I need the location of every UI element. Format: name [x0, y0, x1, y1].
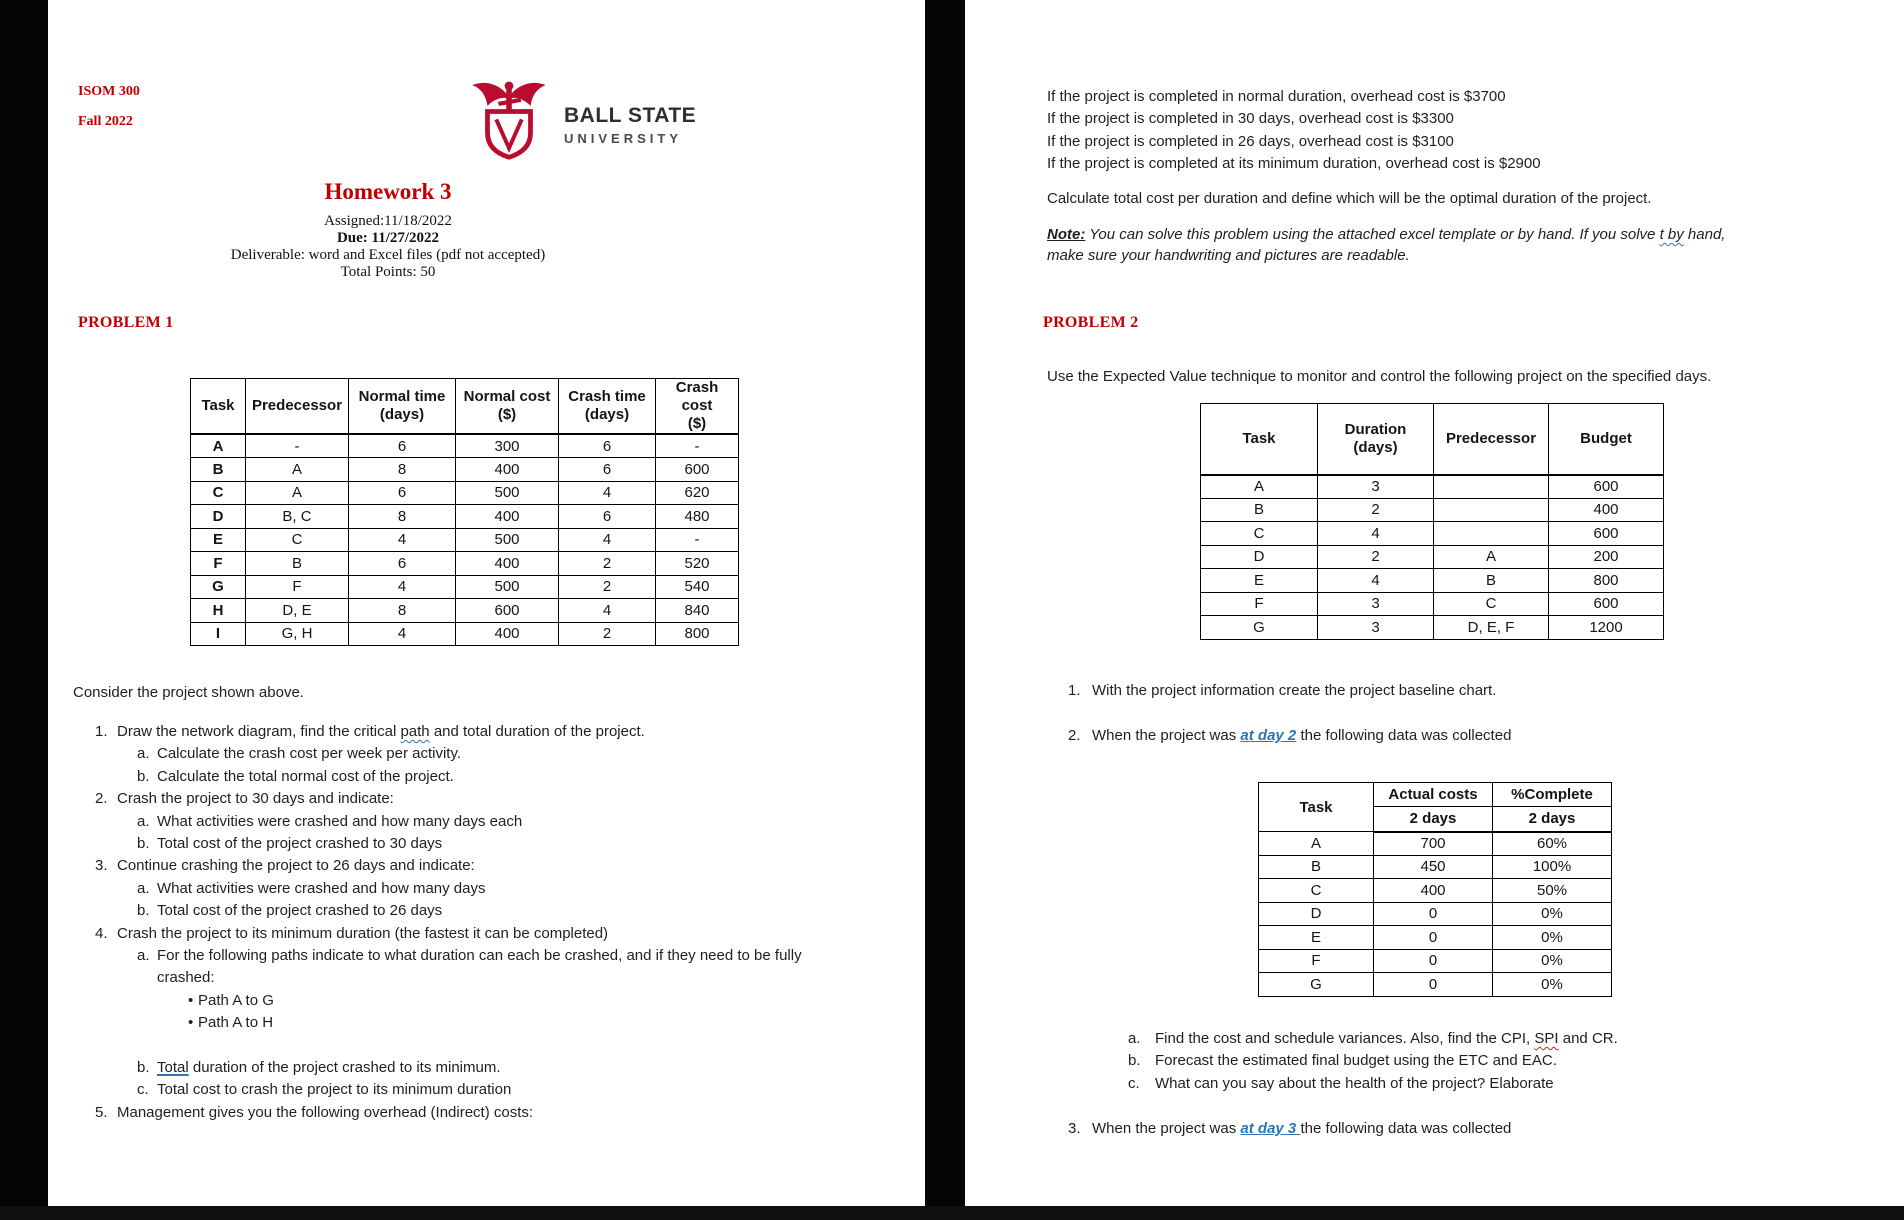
text-run: the following data was collected — [1296, 726, 1512, 744]
table-cell: 8 — [349, 599, 456, 623]
page-1 — [48, 0, 925, 1206]
problem-2-intro: Use the Expected Value technique to monitor and control the following project on the specified days. — [1047, 368, 1712, 385]
table-cell: 0% — [1493, 902, 1612, 926]
problem-2-heading: PROBLEM 2 — [1043, 314, 1139, 331]
list-marker: b. — [137, 767, 150, 785]
table-row — [1259, 855, 1612, 879]
text-run: Total — [157, 1059, 189, 1077]
monitor-list-bottom — [965, 1028, 1895, 1140]
table-cell: 0 — [1374, 902, 1493, 926]
table-cell: D — [191, 505, 246, 529]
table-cell: 0% — [1493, 949, 1612, 973]
title-block — [138, 179, 638, 281]
table-cell: 450 — [1374, 855, 1493, 879]
problem-1-task-list — [48, 721, 920, 1124]
text-run: What activities were crashed and how many days — [157, 879, 486, 897]
list-marker: • — [188, 1014, 194, 1032]
list-item — [965, 1028, 1895, 1050]
day-link[interactable]: at day 3 — [1240, 1119, 1301, 1137]
table-cell: 400 — [1549, 498, 1664, 522]
list-marker: 4. — [95, 924, 108, 942]
list-item — [48, 1057, 920, 1079]
table-cell: 800 — [1549, 569, 1664, 593]
table-cell: 600 — [456, 599, 559, 623]
table-cell: 540 — [656, 575, 739, 599]
note-paragraph — [1047, 224, 1763, 266]
page-divider-bar — [925, 0, 965, 1220]
table-cell: C — [1434, 592, 1549, 616]
table-cell: B, C — [246, 505, 349, 529]
table-cell: A — [246, 481, 349, 505]
table-cell: 500 — [456, 575, 559, 599]
column-header: Task — [191, 379, 246, 435]
text-run: Continue crashing the project to 26 days and indicate: — [117, 857, 475, 875]
table-cell: 600 — [1549, 475, 1664, 499]
table-row — [1201, 545, 1664, 569]
table-cell: 600 — [1549, 592, 1664, 616]
list-marker: a. — [137, 745, 150, 763]
text-run: When the project was — [1092, 1119, 1241, 1137]
table-cell: C — [1201, 522, 1318, 546]
list-marker: b. — [137, 835, 150, 853]
list-item — [48, 766, 920, 788]
text-run: Find the cost and schedule variances. Also, find the CPI, — [1155, 1030, 1535, 1047]
table-cell: H — [191, 599, 246, 623]
text-run: and CR. — [1558, 1030, 1618, 1047]
list-marker: 3. — [1068, 1119, 1081, 1137]
column-header: Crash cost ($) — [656, 379, 739, 435]
table-cell: 6 — [349, 552, 456, 576]
table-cell: - — [656, 434, 739, 458]
table-row — [1259, 879, 1612, 903]
table-row — [1201, 569, 1664, 593]
column-subheader: 2 days — [1374, 807, 1493, 832]
list-spacer — [965, 1095, 1895, 1117]
problem-1-heading: PROBLEM 1 — [78, 314, 174, 331]
text-run: Path A to H — [198, 1014, 274, 1032]
table-cell: 4 — [349, 622, 456, 646]
day2-actuals-table — [1258, 782, 1612, 997]
table-cell: 60% — [1493, 832, 1612, 856]
table-cell: 4 — [559, 528, 656, 552]
table-cell: 840 — [656, 599, 739, 623]
column-header: Normal time (days) — [349, 379, 456, 435]
list-item — [48, 878, 920, 900]
table-cell: 50% — [1493, 879, 1612, 903]
table-cell: 400 — [456, 552, 559, 576]
table-cell: 8 — [349, 458, 456, 482]
list-item — [48, 990, 920, 1012]
note-text: You can solve this problem using the attached excel template or by hand. If you solve — [1085, 226, 1660, 243]
text-run: Crash the project to its minimum duration (the fastest it can be completed) — [117, 924, 609, 942]
table-cell: F — [246, 575, 349, 599]
list-spacer — [965, 702, 1895, 724]
table-cell: B — [191, 458, 246, 482]
table-row — [1259, 949, 1612, 973]
term-label: Fall 2022 — [78, 114, 133, 129]
table-cell: C — [1259, 879, 1374, 903]
table-cell: 4 — [349, 528, 456, 552]
table-cell: 6 — [349, 481, 456, 505]
table-cell: 0 — [1374, 926, 1493, 950]
list-marker: b. — [137, 1059, 150, 1077]
table-cell: 500 — [456, 481, 559, 505]
table-cell: 4 — [559, 599, 656, 623]
table-cell: 6 — [559, 434, 656, 458]
text-run: Crash the project to 30 days and indicate: — [117, 790, 394, 808]
list-marker: c. — [137, 1081, 149, 1099]
calculate-line: Calculate total cost per duration and define which will be the optimal duration of the project. — [1047, 190, 1652, 207]
table-cell: E — [1259, 926, 1374, 950]
table-cell: 4 — [349, 575, 456, 599]
text-run: SPI — [1534, 1030, 1559, 1047]
table-row — [1259, 902, 1612, 926]
homework-title: Homework 3 — [324, 179, 452, 204]
consider-text: Consider the project shown above. — [73, 684, 304, 701]
table-cell: D — [1201, 545, 1318, 569]
table-cell: 0% — [1493, 926, 1612, 950]
table-row — [191, 434, 739, 458]
text-run: What activities were crashed and how many days each — [157, 812, 523, 830]
list-marker: • — [188, 991, 194, 1009]
list-marker: b. — [1128, 1052, 1141, 1070]
table-cell: 6 — [559, 458, 656, 482]
list-item — [48, 788, 920, 810]
table-header-row — [191, 379, 739, 435]
table-cell: 400 — [456, 458, 559, 482]
table-cell: F — [1259, 949, 1374, 973]
text-run: Total cost of the project crashed to 30 days — [157, 835, 443, 853]
column-subheader: 2 days — [1493, 807, 1612, 832]
baseline-table — [1200, 403, 1664, 640]
table-cell: 0 — [1374, 973, 1493, 997]
table-cell: 620 — [656, 481, 739, 505]
overhead-line: If the project is completed in 26 days, overhead cost is $3100 — [1047, 132, 1454, 150]
table-cell: 500 — [456, 528, 559, 552]
list-marker: 5. — [95, 1103, 108, 1121]
course-code: ISOM 300 — [78, 84, 140, 99]
table-cell: G — [191, 575, 246, 599]
table-cell: B — [1201, 498, 1318, 522]
list-marker: b. — [137, 902, 150, 920]
table-row — [191, 505, 739, 529]
table-header-row — [1259, 783, 1612, 807]
assigned-date: Assigned:11/18/2022 — [324, 213, 452, 229]
table-cell: 6 — [349, 434, 456, 458]
table-row — [191, 552, 739, 576]
text-run: For the following paths indicate to what duration can each be crashed, and if they need to be fully crashed: — [157, 947, 802, 987]
list-marker: 1. — [95, 723, 108, 740]
table-cell: 0 — [1374, 949, 1493, 973]
column-header: Budget — [1549, 404, 1664, 475]
page-2 — [965, 0, 1904, 1206]
table-cell: 0% — [1493, 973, 1612, 997]
brand-name: BALL STATE — [564, 104, 697, 127]
text-run: Forecast the estimated final budget using the ETC and EAC. — [1155, 1052, 1557, 1070]
table-cell: B — [1434, 569, 1549, 593]
table-cell: 8 — [349, 505, 456, 529]
text-run: When the project was — [1092, 726, 1241, 744]
table-cell: A — [191, 434, 246, 458]
table-cell: 600 — [1549, 522, 1664, 546]
text-run: With the project information create the project baseline chart. — [1092, 682, 1497, 699]
table-cell: G — [1201, 616, 1318, 640]
crash-cost-table — [190, 378, 739, 646]
table-cell: F — [191, 552, 246, 576]
column-header: %Complete — [1493, 783, 1612, 807]
table-cell — [1434, 475, 1549, 499]
column-header: Predecessor — [1434, 404, 1549, 475]
deliverable-line: Deliverable: word and Excel files (pdf not accepted) — [230, 247, 546, 263]
table-cell: 700 — [1374, 832, 1493, 856]
table-cell: 2 — [1318, 498, 1434, 522]
table-cell: G, H — [246, 622, 349, 646]
table-cell: 480 — [656, 505, 739, 529]
table-row — [1201, 616, 1664, 640]
overhead-costs-paragraph — [1047, 86, 1541, 176]
list-spacer — [48, 1035, 920, 1057]
bottom-border-bar — [0, 1206, 1904, 1220]
list-marker: a. — [137, 812, 150, 830]
total-points: Total Points: 50 — [340, 264, 436, 280]
column-header: Predecessor — [246, 379, 349, 435]
table-row — [191, 528, 739, 552]
text-run: the following data was collected — [1300, 1119, 1512, 1137]
table-cell: E — [191, 528, 246, 552]
list-item — [48, 945, 920, 990]
table-cell: 2 — [559, 552, 656, 576]
due-date: Due: 11/27/2022 — [336, 230, 440, 246]
table-cell: 200 — [1549, 545, 1664, 569]
text-run: path — [400, 723, 430, 740]
table-cell: 600 — [656, 458, 739, 482]
table-cell: 1200 — [1549, 616, 1664, 640]
table-cell: B — [246, 552, 349, 576]
table-cell: F — [1201, 592, 1318, 616]
brand-subname: UNIVERSITY — [564, 131, 683, 146]
ballstate-emblem-icon — [468, 78, 550, 172]
ballstate-logo — [468, 78, 696, 172]
text-run: Path A to G — [198, 991, 274, 1009]
table-cell: 400 — [456, 622, 559, 646]
table-cell: 400 — [1374, 879, 1493, 903]
table-cell: 4 — [1318, 569, 1434, 593]
list-item — [48, 721, 920, 743]
list-item — [48, 900, 920, 922]
column-header: Task — [1201, 404, 1318, 475]
list-item — [48, 833, 920, 855]
list-item — [48, 855, 920, 877]
list-marker: 2. — [95, 790, 108, 808]
table-cell: D — [1259, 902, 1374, 926]
list-item — [965, 725, 1895, 747]
table-row — [1259, 973, 1612, 997]
table-cell — [1434, 498, 1549, 522]
table-cell: 3 — [1318, 475, 1434, 499]
text-run: Draw the network diagram, find the critical — [117, 723, 401, 740]
left-border-bar — [0, 0, 48, 1220]
column-header: Actual costs — [1374, 783, 1493, 807]
table-cell: A — [246, 458, 349, 482]
list-item — [48, 1102, 920, 1124]
table-cell: A — [1434, 545, 1549, 569]
table-cell: - — [656, 528, 739, 552]
table-cell: D, E, F — [1434, 616, 1549, 640]
table-cell: C — [191, 481, 246, 505]
table-cell: 2 — [559, 575, 656, 599]
text-run: Management gives you the following overhead (Indirect) costs: — [117, 1103, 534, 1121]
text-run: Total cost of the project crashed to 26 days — [157, 902, 443, 920]
overhead-line: If the project is completed in normal duration, overhead cost is $3700 — [1047, 88, 1506, 105]
column-header: Duration (days) — [1318, 404, 1434, 475]
list-marker: 1. — [1068, 682, 1081, 699]
list-item — [48, 811, 920, 833]
list-marker: c. — [1128, 1074, 1140, 1092]
table-cell: A — [1259, 832, 1374, 856]
text-run: What can you say about the health of the project? Elaborate — [1155, 1074, 1554, 1092]
table-cell: 520 — [656, 552, 739, 576]
table-cell: G — [1259, 973, 1374, 997]
table-cell: B — [1259, 855, 1374, 879]
overhead-line: If the project is completed at its minimum duration, overhead cost is $2900 — [1047, 155, 1541, 173]
list-item — [965, 1073, 1895, 1095]
column-header: Task — [1259, 783, 1374, 832]
list-item — [965, 680, 1895, 702]
table-cell: A — [1201, 475, 1318, 499]
table-header-row — [1201, 404, 1664, 475]
table-row — [1259, 926, 1612, 950]
table-cell: 4 — [1318, 522, 1434, 546]
table-row — [191, 575, 739, 599]
table-row — [191, 458, 739, 482]
table-row — [1259, 832, 1612, 856]
table-cell: 2 — [559, 622, 656, 646]
brand-wordmark — [564, 104, 696, 146]
table-row — [1201, 592, 1664, 616]
list-marker: 3. — [95, 857, 108, 875]
table-cell: 4 — [559, 481, 656, 505]
text-run: and total duration of the project. — [429, 723, 645, 740]
list-item — [965, 1118, 1895, 1140]
table-cell: 3 — [1318, 592, 1434, 616]
list-item — [48, 1012, 920, 1034]
table-cell: C — [246, 528, 349, 552]
table-row — [1201, 475, 1664, 499]
list-marker: a. — [137, 879, 150, 897]
list-item — [48, 1079, 920, 1101]
note-typo-text: t by — [1659, 226, 1684, 243]
column-header: Normal cost ($) — [456, 379, 559, 435]
table-cell: 800 — [656, 622, 739, 646]
list-item — [48, 743, 920, 765]
note-text: hand, make sure your handwriting and pictures are readable. — [1047, 226, 1726, 264]
table-cell: 6 — [559, 505, 656, 529]
table-row — [1201, 522, 1664, 546]
table-cell: I — [191, 622, 246, 646]
table-cell: 400 — [456, 505, 559, 529]
table-row — [191, 622, 739, 646]
text-run: Calculate the total normal cost of the project. — [157, 767, 454, 785]
overhead-line: If the project is completed in 30 days, overhead cost is $3300 — [1047, 110, 1454, 128]
text-run: duration of the project crashed to its minimum. — [188, 1059, 501, 1077]
table-cell: 3 — [1318, 616, 1434, 640]
list-item — [48, 923, 920, 945]
list-marker: a. — [137, 947, 150, 965]
table-cell: - — [246, 434, 349, 458]
day-link[interactable]: at day 2 — [1240, 726, 1297, 744]
list-marker: a. — [1128, 1030, 1141, 1047]
list-item — [965, 1050, 1895, 1072]
list-marker: 2. — [1068, 726, 1081, 744]
table-cell: 300 — [456, 434, 559, 458]
table-cell: E — [1201, 569, 1318, 593]
table-cell: 100% — [1493, 855, 1612, 879]
text-run: Calculate the crash cost per week per activity. — [157, 745, 462, 763]
table-row — [1201, 498, 1664, 522]
note-label: Note: — [1047, 226, 1086, 243]
table-cell — [1434, 522, 1549, 546]
table-cell: 2 — [1318, 545, 1434, 569]
text-run: Total cost to crash the project to its minimum duration — [157, 1081, 512, 1099]
table-row — [191, 599, 739, 623]
table-row — [191, 481, 739, 505]
table-cell: D, E — [246, 599, 349, 623]
monitor-list-top — [965, 680, 1895, 747]
column-header: Crash time (days) — [559, 379, 656, 435]
